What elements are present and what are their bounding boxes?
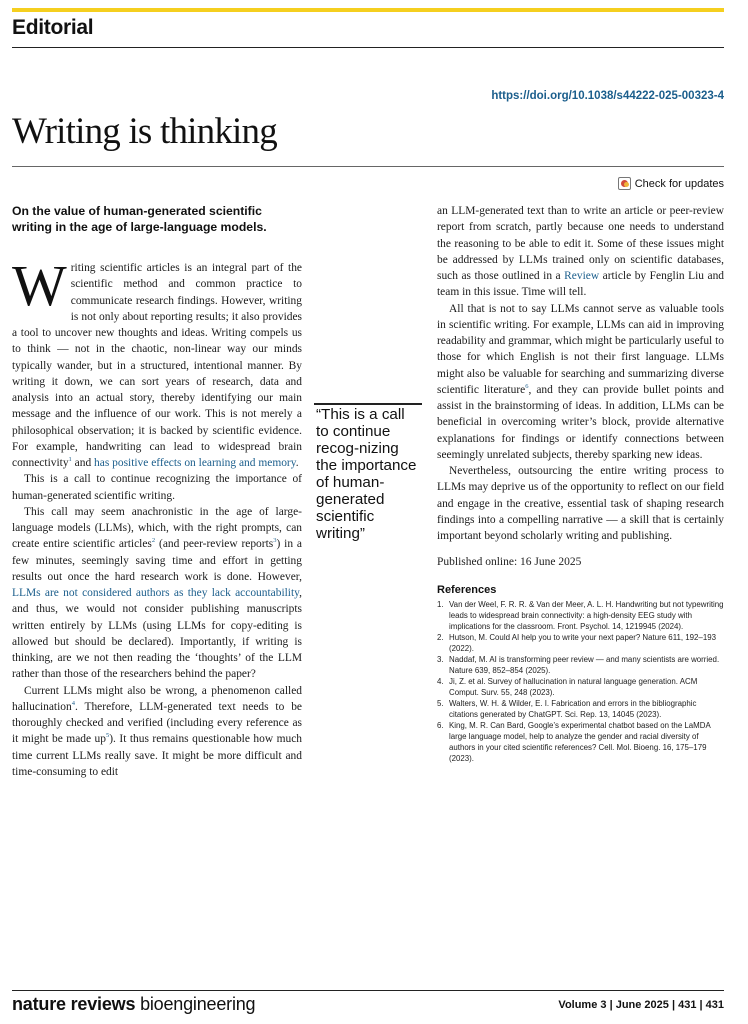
paragraph-2: This is a call to continue recognizing the importance of human-generated scientific writing. bbox=[12, 473, 302, 502]
paragraph-text: ) in a few minutes, seemingly saving time and effort in getting results out once the hard research work is done. However, bbox=[12, 538, 302, 583]
dropcap: W bbox=[12, 253, 67, 318]
header-accent-bar bbox=[12, 8, 724, 12]
paragraph-text: (and peer-review reports bbox=[155, 538, 274, 551]
pull-quote-rule bbox=[314, 403, 422, 405]
references-heading: References bbox=[437, 584, 497, 597]
check-updates-label: Check for updates bbox=[634, 177, 724, 190]
paragraph-text: riting scientific articles is an integral part of the scientific method and common practice to communicate research findings. However, writing is not only about reporting results; it also provides a tool to uncover new thoughts and ideas. Writing compels us to think — not in the chaotic, non-linear way our minds typically wander, but in a structured, intentional manner. By writing it down, we can sort years of research, data and analysis into an actual story, thereby identifying our main message and the influence of our work. This is not merely a philosophical observation; it is backed by scientific evidence. For example, handwriting can lead to widespread brain connectivity bbox=[12, 262, 302, 469]
citation-ref[interactable]: 1 bbox=[68, 456, 72, 464]
reference-item[interactable] bbox=[437, 698, 724, 720]
reference-text: Hutson, M. Could AI help you to write your next paper? Nature 611, 192–193 (2022). bbox=[449, 633, 716, 654]
left-column bbox=[12, 253, 303, 780]
reference-text: Van der Weel, F. R. R. & Van der Meer, A. L. H. Handwriting but not typewriting leads to widespread brain connectivity: a high-density EEG study with implications for the classroom. Front. Psychol. 14, 1219945 (2024). bbox=[449, 600, 724, 632]
paragraph-text: article by Fenglin Liu and team in this issue. Time will tell. bbox=[437, 270, 725, 299]
reference-number: 3. bbox=[437, 655, 444, 665]
paragraph-text: ). It thus remains questionable how much time current LLMs really save. It might be more difficult and time-consuming to edit bbox=[12, 733, 303, 778]
paragraph-3 bbox=[12, 504, 302, 683]
reference-item[interactable] bbox=[437, 720, 724, 764]
paragraph-text: All that is not to say LLMs cannot serve as valuable tools in scientific writing. For example, LLMs can aid in improving readability and grammar, which might be particularly useful to those for which English is not their first language. LLMs might also be valuable for searching and summarizing diverse scientific literature bbox=[437, 302, 724, 396]
paragraph-7: Nevertheless, outsourcing the entire writing process to LLMs may deprive us of the opportunity to reflect on our field and engage in the creative, essential task of shaping research findings into a compelling narrative — a skill that is certainly important beyond scholarly writing and publishing. bbox=[437, 465, 724, 542]
inline-link[interactable]: has positive effects on learning and memory bbox=[94, 457, 296, 469]
reference-item[interactable] bbox=[437, 632, 724, 654]
reference-text: King, M. R. Can Bard, Google’s experimental chatbot based on the LaMDA large language model, help to analyze the gender and racial diversity of authors in your cited scientific references? Cell. Mol. Bioeng. 16, 175–179 (2023). bbox=[449, 721, 711, 764]
citation-ref[interactable]: 5 bbox=[106, 732, 110, 740]
paragraph-text: an LLM-generated text than to write an article or peer-review report from scratch, partly because one needs to understand the reasoning to be able to edit it. Some of these issues might be addressed by LLMs trained only on scientific databases, such as those outlined in a bbox=[437, 205, 724, 282]
reference-text: Naddaf, M. AI is transforming peer review — and many scientists are worried. Nature 639, 852–854 (2025). bbox=[449, 655, 720, 676]
standfirst: On the value of human-generated scientific writing in the age of large-language models. bbox=[12, 204, 267, 234]
article-title: Writing is thinking bbox=[12, 111, 277, 152]
pull-quote: “This is a call to continue recog-nizing the importance of human-generated scientific writing” bbox=[316, 406, 417, 542]
footer-rule bbox=[12, 990, 724, 991]
right-column bbox=[437, 203, 724, 764]
reference-number: 2. bbox=[437, 633, 444, 643]
footer-volume-info: Volume 3 | June 2025 | 431 | 431 bbox=[558, 999, 724, 1011]
paragraph-text: , and thus, we would not consider publishing manuscripts written entirely by LLMs (using LLMs for copy-editing is allowed but should be declared). Importantly, if writing is thinking, are we not then reading the ‘thoughts’ of the LLM rather than those of the researchers behind the paper? bbox=[12, 587, 302, 681]
inline-link[interactable]: LLMs are not considered authors as they lack accountability bbox=[12, 587, 300, 599]
section-label: Editorial bbox=[12, 16, 94, 39]
header-rule bbox=[12, 47, 724, 48]
reference-item[interactable] bbox=[437, 654, 724, 676]
references-list bbox=[437, 599, 724, 764]
check-updates-icon bbox=[618, 177, 631, 190]
paragraph-text: . Therefore, LLM-generated text needs to be thoroughly checked and verified (including every reference as it might be made up bbox=[12, 700, 302, 746]
paragraph-1 bbox=[12, 253, 302, 471]
doi-link[interactable]: https://doi.org/10.1038/s44222-025-00323-4 bbox=[491, 90, 724, 102]
paragraph-5 bbox=[437, 203, 724, 301]
paragraph-text: . bbox=[295, 457, 299, 469]
inline-link[interactable]: Review bbox=[564, 270, 600, 282]
citation-ref[interactable]: 2 bbox=[151, 537, 156, 545]
published-date: Published online: 16 June 2025 bbox=[437, 556, 582, 569]
citation-ref[interactable]: 4 bbox=[71, 699, 75, 707]
paragraph-text: Current LLMs might also be wrong, a phenomenon called hallucination bbox=[12, 684, 302, 713]
reference-number: 1. bbox=[437, 600, 444, 610]
reference-text: Ji, Z. et al. Survey of hallucination in natural language generation. ACM Comput. Surv. 55, 248 (2023). bbox=[449, 677, 698, 698]
paragraph-text: and bbox=[71, 457, 95, 469]
reference-number: 6. bbox=[437, 721, 444, 731]
reference-item[interactable] bbox=[437, 676, 724, 698]
reference-number: 4. bbox=[437, 677, 444, 687]
journal-name-light: bioengineering bbox=[135, 994, 256, 1014]
paragraph-4 bbox=[12, 683, 302, 781]
reference-number: 5. bbox=[437, 699, 444, 709]
reference-item[interactable] bbox=[437, 599, 724, 632]
reference-text: Walters, W. H. & Wilder, E. I. Fabrication and errors in the bibliographic citations generated by ChatGPT. Sci. Rep. 13, 14045 (2023). bbox=[449, 699, 697, 720]
check-updates-button[interactable] bbox=[618, 177, 724, 190]
citation-ref[interactable]: 3 bbox=[273, 537, 277, 545]
paragraph-text: , and they can provide bullet points and assist in the brainstorming of ideas. In addition, LLMs can be beneficial in overcoming writer’s block, provide alternative explanations for findings or identify connections between seemingly unrelated subjects, thereby sparking new ideas. bbox=[437, 383, 724, 461]
citation-ref[interactable]: 6 bbox=[525, 382, 529, 390]
journal-name-bold: nature reviews bbox=[12, 994, 136, 1014]
paragraph-6 bbox=[437, 301, 724, 464]
paragraph-text: This call may seem anachronistic in the age of large-language models (LLMs), which, with the right prompts, can create entire scientific articles bbox=[12, 505, 302, 551]
title-rule bbox=[12, 166, 724, 167]
journal-logo bbox=[12, 994, 255, 1015]
